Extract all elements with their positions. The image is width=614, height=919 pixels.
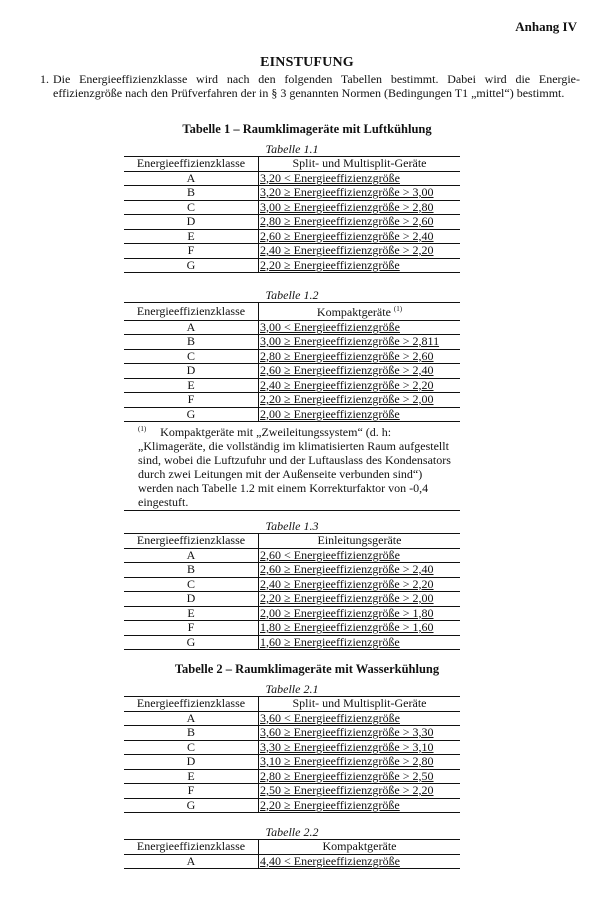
efficiency-class-cell: A: [124, 320, 259, 335]
table-row: [124, 577, 460, 592]
table-row: [124, 200, 460, 215]
efficiency-range-cell: [259, 621, 461, 636]
table-row: [124, 563, 460, 578]
efficiency-range-cell: [259, 592, 461, 607]
column-header-text: Kompaktgeräte: [316, 305, 391, 319]
table-row: [124, 592, 460, 607]
efficiency-class-cell: B: [124, 186, 259, 201]
table-row: [124, 784, 460, 799]
efficiency-class-cell: D: [124, 215, 259, 230]
table-header-row: [124, 303, 460, 320]
table-2-2: [124, 826, 460, 869]
table-row: [124, 755, 460, 770]
efficiency-range-cell: [259, 784, 461, 799]
efficiency-range-text: 3,60 < Energieeffizienzgröße: [260, 710, 400, 725]
efficiency-range-cell: [259, 726, 461, 741]
column-header-class: Energieeffizienzklasse: [124, 157, 259, 171]
table-1-1: [124, 143, 460, 273]
efficiency-range-text: 1,60 ≥ Energieeffizienzgröße: [260, 634, 400, 649]
efficiency-class-cell: B: [124, 726, 259, 741]
table-caption: Tabelle 2.2: [124, 826, 460, 840]
efficiency-range-cell: [259, 335, 461, 350]
item-number: 1.: [40, 72, 49, 86]
efficiency-class-cell: G: [124, 407, 259, 422]
efficiency-range-cell: [259, 258, 461, 273]
page-title: EINSTUFUNG: [260, 55, 354, 70]
efficiency-range-text: 2,80 ≥ Energieeffizienzgröße > 2,60: [260, 348, 434, 363]
efficiency-range-cell: [259, 606, 461, 621]
efficiency-range-text: 3,20 ≥ Energieeffizienzgröße > 3,00: [260, 185, 434, 199]
efficiency-range-text: 3,00 ≥ Energieeffizienzgröße > 2,811: [260, 334, 440, 348]
efficiency-range-cell: [259, 186, 461, 201]
table-row: [124, 606, 460, 621]
efficiency-range-text: 2,60 ≥ Energieeffizienzgröße > 2,40: [260, 363, 434, 377]
table-caption: Tabelle 2.1: [124, 683, 460, 697]
efficiency-range-cell: [259, 563, 461, 578]
intro-text: Die Energieeffizienzklasse wird nach den folgenden Tabellen bestimmt. Dabei wird die Energieeffizienzgröße nach den Prüfverfahren der in § 3 genannten Normen (Bedingungen T1 „mittel“) bestimmt.: [53, 72, 580, 100]
efficiency-class-cell: D: [124, 755, 259, 770]
efficiency-range-cell: [259, 407, 461, 422]
column-header-device: Split- und Multisplit-Geräte: [259, 157, 461, 171]
efficiency-class-cell: D: [124, 364, 259, 379]
efficiency-class-cell: C: [124, 740, 259, 755]
efficiency-range-cell: [259, 200, 461, 215]
intro-paragraph: [40, 72, 580, 100]
table-row: [124, 171, 460, 186]
table-header-row: [124, 534, 460, 548]
efficiency-range-cell: [259, 349, 461, 364]
efficiency-range-cell: [259, 364, 461, 379]
table-row: [124, 335, 460, 350]
table-caption: Tabelle 1.1: [124, 143, 460, 157]
column-header-device: [259, 303, 461, 320]
efficiency-range-cell: [259, 548, 461, 563]
table-row: [124, 726, 460, 741]
footnote-mark: (1): [138, 425, 147, 433]
column-header-class: Energieeffizienzklasse: [124, 303, 259, 320]
section-heading-2: Tabelle 2 – Raumklimageräte mit Wasserkühlung: [174, 662, 440, 676]
efficiency-class-cell: E: [124, 229, 259, 244]
efficiency-range-text: 3,60 ≥ Energieeffizienzgröße > 3,30: [260, 725, 434, 739]
table-row: [124, 229, 460, 244]
efficiency-class-cell: B: [124, 335, 259, 350]
efficiency-range-text: 2,20 ≥ Energieeffizienzgröße > 2,00: [260, 591, 434, 605]
efficiency-range-text: 3,00 < Energieeffizienzgröße: [260, 319, 400, 334]
efficiency-range-text: 2,60 < Energieeffizienzgröße: [260, 547, 400, 562]
efficiency-range-cell: [259, 215, 461, 230]
efficiency-range-text: 2,20 ≥ Energieeffizienzgröße > 2,00: [260, 392, 434, 406]
table-row: [124, 244, 460, 259]
table-row: [124, 769, 460, 784]
efficiency-class-cell: E: [124, 606, 259, 621]
column-header-device: Split- und Multisplit-Geräte: [259, 697, 461, 711]
annex-label: Anhang IV: [515, 19, 577, 34]
table-row: [124, 378, 460, 393]
efficiency-range-text: 2,50 ≥ Energieeffizienzgröße > 2,20: [260, 783, 434, 797]
efficiency-range-text: 1,80 ≥ Energieeffizienzgröße > 1,60: [260, 620, 434, 634]
efficiency-range-text: 4,40 < Energieeffizienzgröße: [260, 853, 400, 868]
table-header-row: [124, 697, 460, 711]
efficiency-range-text: 2,00 ≥ Energieeffizienzgröße > 1,80: [260, 605, 434, 620]
efficiency-range-cell: [259, 854, 461, 869]
table-row: [124, 407, 460, 422]
efficiency-range-text: 3,20 < Energieeffizienzgröße: [260, 170, 400, 185]
table-row: [124, 320, 460, 335]
table-row: [124, 364, 460, 379]
table-row: [124, 854, 460, 869]
table-caption: Tabelle 1.3: [124, 520, 460, 534]
efficiency-range-text: 3,10 ≥ Energieeffizienzgröße > 2,80: [260, 754, 434, 768]
table-row: [124, 621, 460, 636]
efficiency-range-cell: [259, 635, 461, 650]
efficiency-range-cell: [259, 755, 461, 770]
column-header-device: Einleitungsgeräte: [259, 534, 461, 548]
efficiency-range-text: 2,80 ≥ Energieeffizienzgröße > 2,50: [260, 768, 434, 783]
efficiency-range-cell: [259, 769, 461, 784]
efficiency-class-cell: A: [124, 548, 259, 563]
column-header-class: Energieeffizienzklasse: [124, 534, 259, 548]
table-row: [124, 393, 460, 408]
table-row: [124, 798, 460, 813]
efficiency-range-cell: [259, 171, 461, 186]
table-2-1: [124, 683, 460, 813]
table-row: [124, 548, 460, 563]
efficiency-range-text: 2,40 ≥ Energieeffizienzgröße > 2,20: [260, 576, 434, 591]
efficiency-class-cell: D: [124, 592, 259, 607]
efficiency-range-text: 2,40 ≥ Energieeffizienzgröße > 2,20: [260, 377, 434, 392]
table-caption: Tabelle 1.2: [124, 289, 460, 303]
table-row: [124, 635, 460, 650]
efficiency-class-cell: G: [124, 635, 259, 650]
efficiency-range-cell: [259, 393, 461, 408]
efficiency-range-text: 2,60 ≥ Energieeffizienzgröße > 2,40: [260, 228, 434, 243]
table-row: [124, 215, 460, 230]
efficiency-range-cell: [259, 740, 461, 755]
efficiency-range-cell: [259, 244, 461, 259]
efficiency-range-text: 2,80 ≥ Energieeffizienzgröße > 2,60: [260, 214, 434, 228]
table-1-3: [124, 520, 460, 650]
footnote-reference: (1): [393, 305, 403, 313]
efficiency-class-cell: E: [124, 769, 259, 784]
efficiency-range-cell: [259, 577, 461, 592]
footnote: [124, 422, 460, 511]
efficiency-range-cell: [259, 229, 461, 244]
efficiency-class-cell: F: [124, 784, 259, 799]
efficiency-range-cell: [259, 320, 461, 335]
efficiency-range-cell: [259, 798, 461, 813]
efficiency-range-text: 2,20 ≥ Energieeffizienzgröße: [260, 257, 400, 272]
section-heading-1: Tabelle 1 – Raumklimageräte mit Luftkühlung: [182, 122, 432, 136]
efficiency-class-cell: G: [124, 258, 259, 273]
table-row: [124, 349, 460, 364]
table-1-2: [124, 289, 460, 511]
table-header-row: [124, 840, 460, 854]
efficiency-class-cell: G: [124, 798, 259, 813]
efficiency-class-cell: B: [124, 563, 259, 578]
efficiency-class-cell: C: [124, 200, 259, 215]
table-row: [124, 740, 460, 755]
efficiency-range-text: 3,30 ≥ Energieeffizienzgröße > 3,10: [260, 739, 434, 754]
efficiency-class-cell: A: [124, 854, 259, 869]
table-row: [124, 258, 460, 273]
footnote-text: Kompaktgeräte mit „Zweileitungssystem“ (d. h: „Klimageräte, die vollständig im klimatisierten Raum aufgestellt sind, wobei die Luftzufuhr und der Luftauslass des Kondensators durch zwei Leitungen mit der Außenseite verbunden sind“) werden nach Tabelle 1.2 mit einem Korrekturfaktor von -0,4 eingestuft.: [138, 425, 451, 509]
efficiency-class-cell: A: [124, 171, 259, 186]
table-header-row: [124, 157, 460, 171]
table-row: [124, 186, 460, 201]
column-header-class: Energieeffizienzklasse: [124, 697, 259, 711]
efficiency-class-cell: F: [124, 621, 259, 636]
efficiency-range-cell: [259, 711, 461, 726]
efficiency-class-cell: F: [124, 393, 259, 408]
efficiency-range-text: 2,60 ≥ Energieeffizienzgröße > 2,40: [260, 562, 434, 576]
efficiency-class-cell: A: [124, 711, 259, 726]
column-header-device: Kompaktgeräte: [259, 840, 461, 854]
column-header-class: Energieeffizienzklasse: [124, 840, 259, 854]
table-row: [124, 711, 460, 726]
efficiency-range-text: 2,20 ≥ Energieeffizienzgröße: [260, 797, 400, 812]
efficiency-range-text: 2,40 ≥ Energieeffizienzgröße > 2,20: [260, 243, 434, 257]
efficiency-class-cell: C: [124, 349, 259, 364]
efficiency-range-text: 2,00 ≥ Energieeffizienzgröße: [260, 406, 400, 421]
efficiency-class-cell: C: [124, 577, 259, 592]
efficiency-range-text: 3,00 ≥ Energieeffizienzgröße > 2,80: [260, 199, 434, 214]
efficiency-class-cell: F: [124, 244, 259, 259]
efficiency-range-cell: [259, 378, 461, 393]
efficiency-class-cell: E: [124, 378, 259, 393]
